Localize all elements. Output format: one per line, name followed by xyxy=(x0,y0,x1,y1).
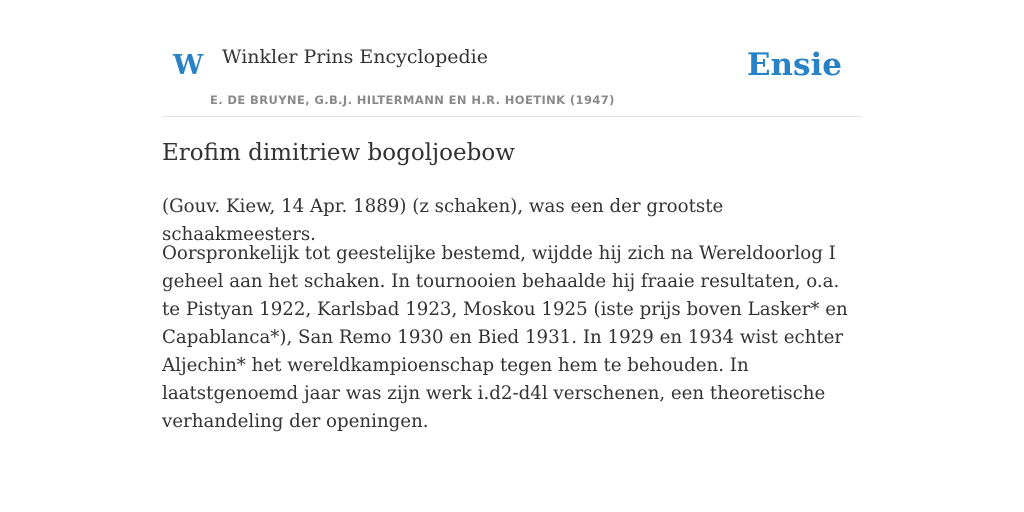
encyclopedia-header xyxy=(162,0,862,117)
winkler-prins-logo[interactable]: W xyxy=(173,50,204,81)
article-paragraph-intro: (Gouv. Kiew, 14 Apr. 1889) (z schaken), was een der grootste schaakmeesters. xyxy=(162,196,724,245)
article-paragraph-body: Oorspronkelijk tot geestelijke bestemd, wijdde hij zich na Wereldoorlog I geheel aan het schaken. In tournooien behaalde hij fraaie resultaten, o.a. te Pistyan 1922, Karlsbad 1923, Moskou 1925 (iste prijs boven Lasker* en Capablanca*), San Remo 1930 en Bied 1931. In 1929 en 1934 wist echter Aljechin* het wereldkampioenschap tegen hem te behouden. In laatstgenoemd jaar was zijn werk i.d2-d4l verschenen, een theoretische verhandeling der openingen. xyxy=(162,243,848,432)
encyclopedia-title[interactable]: Winkler Prins Encyclopedie xyxy=(222,46,488,68)
encyclopedia-authors: E. DE BRUYNE, G.B.J. HILTERMANN EN H.R. HOETINK (1947) xyxy=(210,93,615,107)
ensie-logo[interactable]: Ensie xyxy=(746,47,842,83)
article-title: Erofim dimitriew bogoljoebow xyxy=(162,140,515,166)
page-content xyxy=(162,0,862,432)
